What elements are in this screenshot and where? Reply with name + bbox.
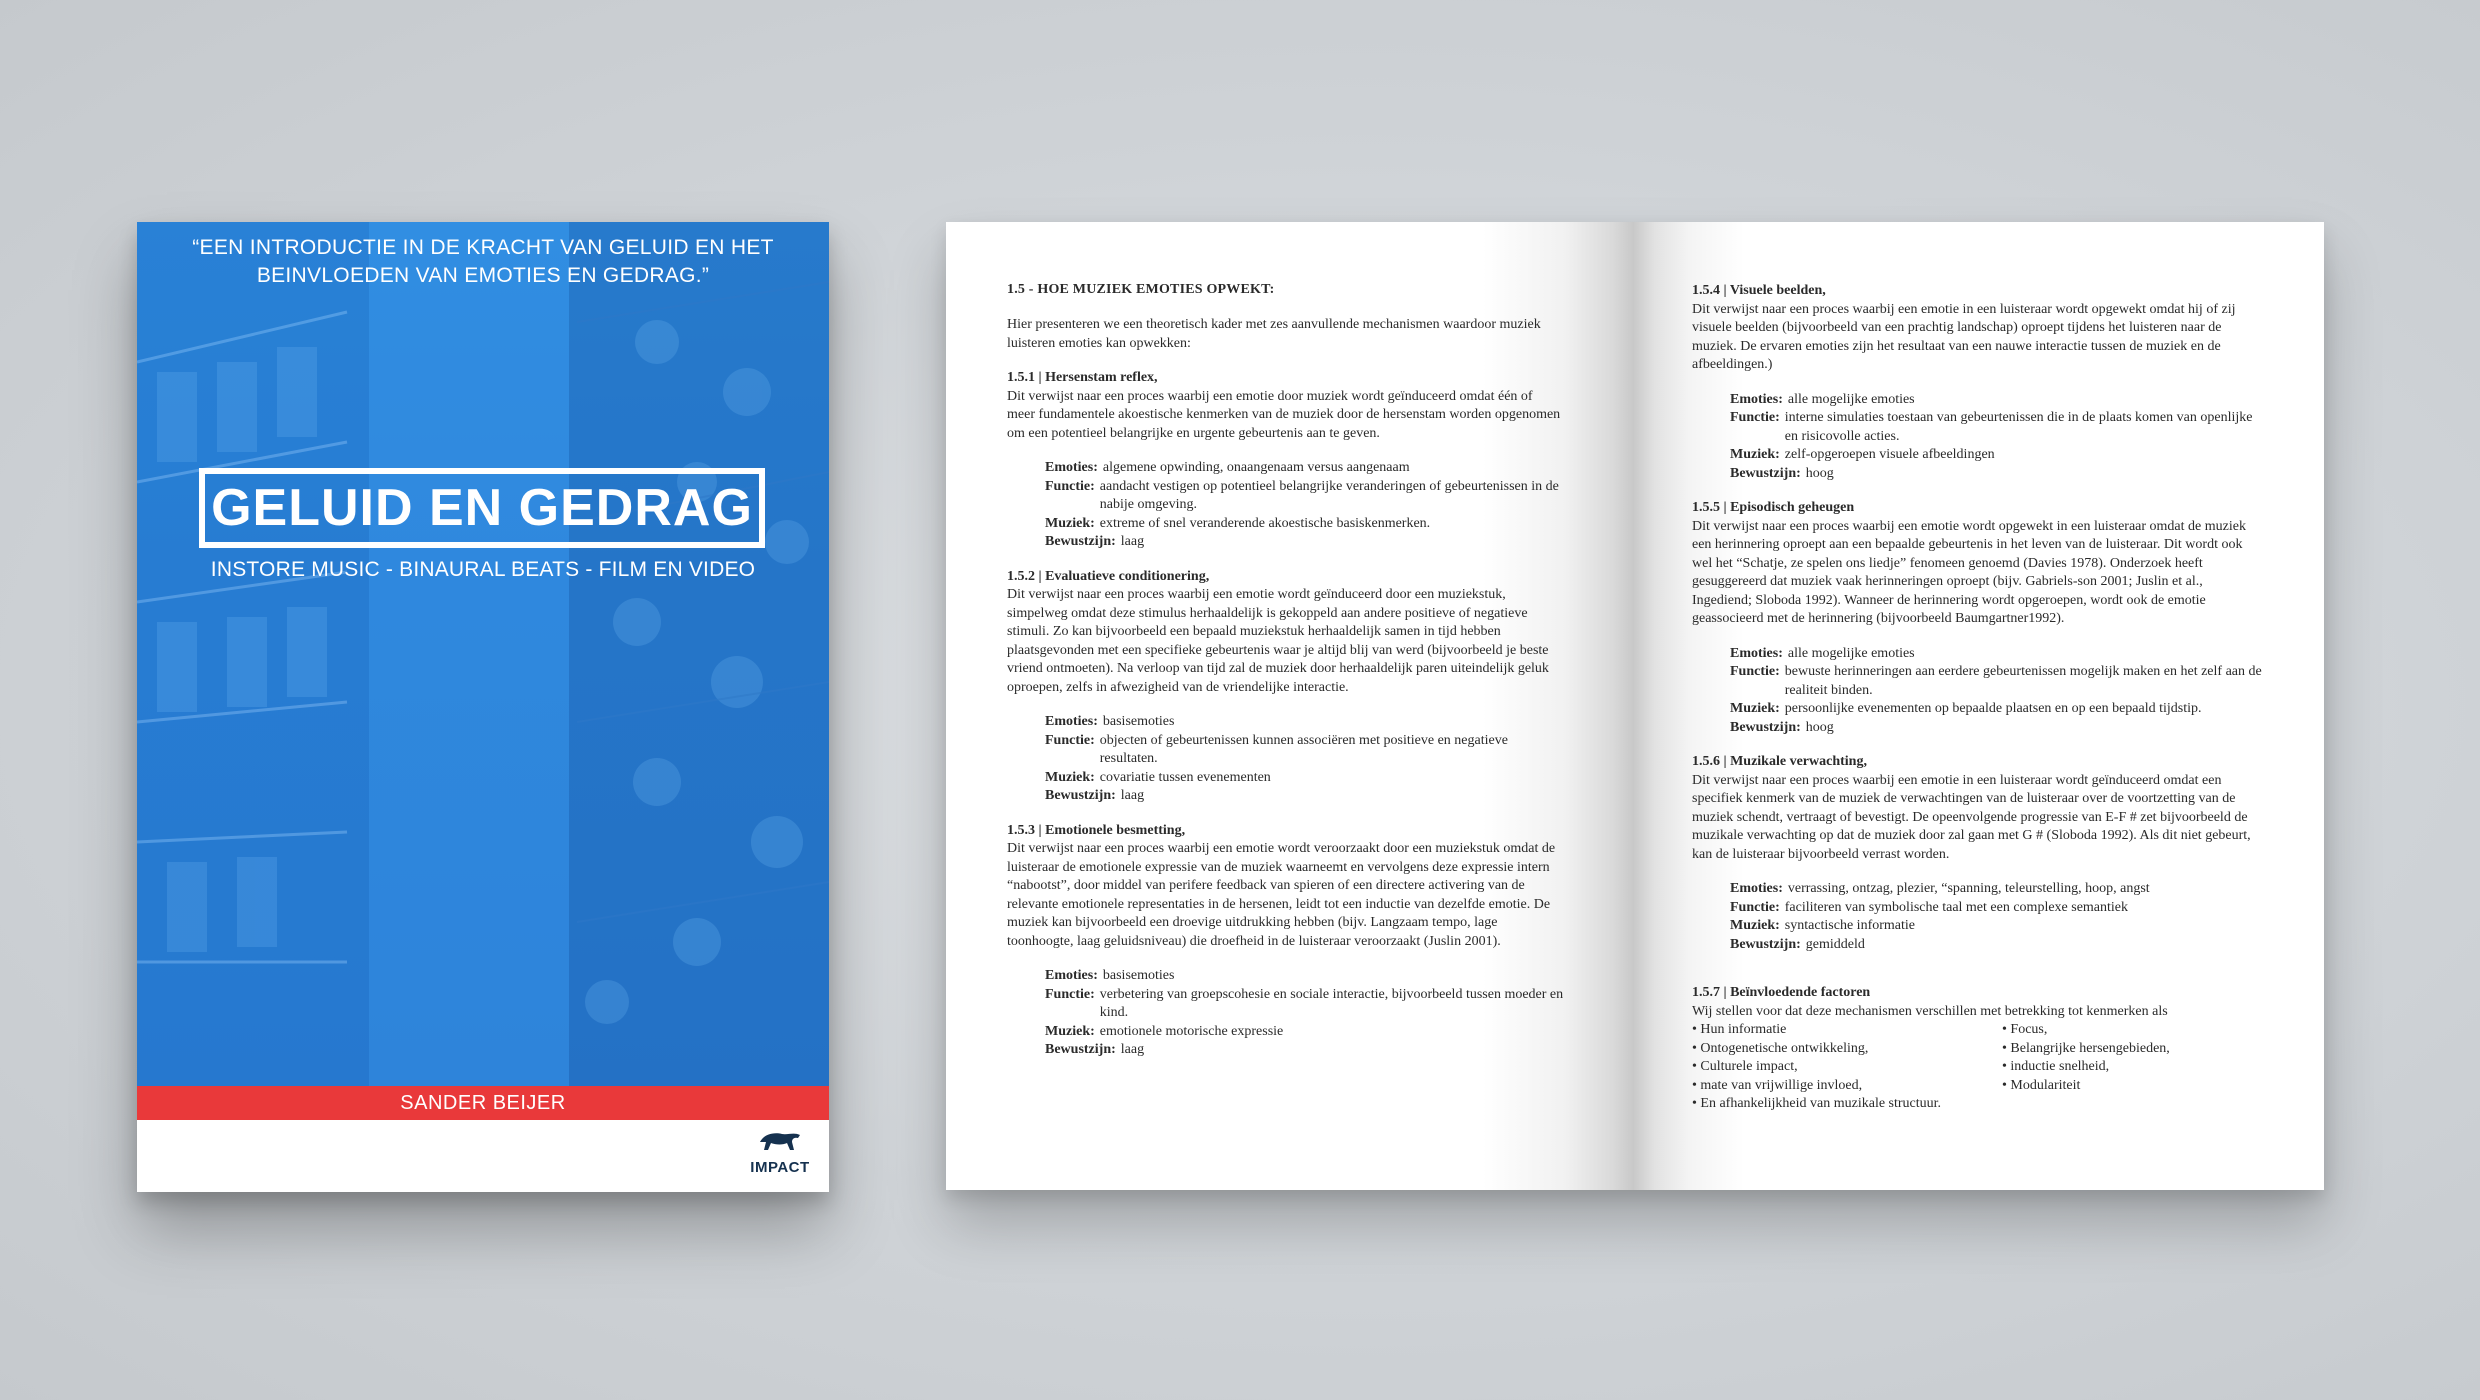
cover-author: SANDER BEIJER bbox=[137, 1086, 829, 1120]
list-item: • mate van vrijwillige invloed, bbox=[1692, 1077, 2002, 1096]
section-attributes bbox=[1730, 391, 2264, 484]
section-text: Dit verwijst naar een proces waarbij een emotie wordt veroorzaakt door een muziekstuk omdat de luisteraar de emotionele expressie van de muziek waarneemt en vervolgens deze expressie intern “nabootst”, door middel van perifere feedback van spieren of een directere activering van de relevante emotionele representaties in de hersenen, leidt tot een inductie van dezelfde emotie. De muziek kan bijvoorbeeld een droevige uitdrukking hebben (bijv. Langzaam tempo, lage toonhoogte, laag geluidsniveau) die droefheid in de luisteraar veroorzaakt (Juslin 2001). bbox=[1007, 841, 1556, 949]
cover-title: GELUID EN GEDRAG bbox=[211, 479, 753, 537]
section-text: Dit verwijst naar een proces waarbij een emotie in een luisteraar wordt geïnduceerd omdat een specifiek kenmerk van de muziek de verwachtingen van de luisteraar over de voortzetting van de muziek schendt, vertraagt of bevestigt. De opeenvolgende progressie van E-F # zet bijvoorbeeld de muzikale verwachting op dat de muziek door zal gaan met G # (Sloboda 1992). Als dit niet gebeurt, kan de luisteraar bijvoorbeeld verrast worden. bbox=[1692, 772, 2251, 862]
value-emoties: algemene opwinding, onaangenaam versus aangenaam bbox=[1102, 460, 1410, 475]
value-emoties: basisemoties bbox=[1102, 714, 1175, 729]
label-functie: Functie: bbox=[1730, 410, 1780, 425]
value-muziek: extreme of snel veranderende akoestische basiskenmerken. bbox=[1099, 515, 1431, 531]
panther-icon bbox=[756, 1126, 804, 1156]
section-muzikale-verwachting bbox=[1692, 753, 2264, 954]
cover-photo-overlay bbox=[137, 222, 829, 1086]
label-muziek: Muziek: bbox=[1045, 769, 1095, 785]
label-muziek: Muziek: bbox=[1045, 515, 1095, 531]
label-emoties: Emoties: bbox=[1730, 881, 1783, 896]
section-title: 1.5.7 | Beïnvloedende factoren bbox=[1692, 985, 1871, 1000]
value-bewustzijn: hoog bbox=[1805, 719, 1834, 735]
list-item: • Ontogenetische ontwikkeling, bbox=[1692, 1040, 2002, 1059]
label-emoties: Emoties: bbox=[1045, 460, 1098, 475]
factor-column-1 bbox=[1692, 1021, 2002, 1114]
value-emoties: alle mogelijke emoties bbox=[1787, 645, 1915, 661]
section-text: Wij stellen voor dat deze mechanismen verschillen met betrekking tot kenmerken als bbox=[1692, 1003, 2168, 1019]
cover-title-frame bbox=[199, 468, 765, 548]
section-visuele-beelden bbox=[1692, 282, 2264, 483]
value-emoties: basisemoties bbox=[1102, 968, 1175, 983]
value-functie: faciliteren van symbolische taal met een complexe semantiek bbox=[1784, 899, 2129, 915]
chapter-heading: 1.5 - HOE MUZIEK EMOTIES OPWEKT: bbox=[1007, 282, 1275, 297]
list-item: • Culturele impact, bbox=[1692, 1058, 2002, 1077]
list-item: • inductie snelheid, bbox=[2002, 1058, 2264, 1077]
section-attributes bbox=[1045, 459, 1564, 552]
section-episodisch-geheugen bbox=[1692, 499, 2264, 737]
section-text: Dit verwijst naar een proces waarbij een emotie door muziek wordt geïnduceerd omdat één of meer fundamentele akoestische kenmerken van de muziek door de hersenstam worden opgenomen om een potentieel belangrijke en urgente gebeurtenis aan te geven. bbox=[1007, 388, 1561, 441]
section-hersenstam bbox=[1007, 369, 1564, 552]
list-item: • Modulariteit bbox=[2002, 1077, 2264, 1096]
value-functie: interne simulaties toestaan van gebeurtenissen die in de plaats komen van openlijke en risicovolle acties. bbox=[1784, 410, 2253, 444]
label-bewustzijn: Bewustzijn: bbox=[1045, 788, 1116, 803]
chapter-intro: Hier presenteren we een theoretisch kader met zes aanvullende mechanismen waardoor muziek luisteren emoties kan opwekken: bbox=[1007, 317, 1541, 351]
section-beinvloedende-factoren bbox=[1692, 984, 2264, 1114]
section-title: 1.5.2 | Evaluatieve conditionering, bbox=[1007, 568, 1210, 584]
list-item: • En afhankelijkheid van muzikale structuur. bbox=[1692, 1095, 2002, 1114]
section-evaluatieve bbox=[1007, 568, 1564, 806]
section-attributes bbox=[1730, 880, 2264, 954]
list-item: • Focus, bbox=[2002, 1021, 2264, 1040]
factor-list bbox=[1692, 1021, 2264, 1114]
value-functie: aandacht vestigen op potentieel belangrijke veranderingen of gebeurtenissen in de nabije omgeving. bbox=[1099, 478, 1559, 512]
value-bewustzijn: laag bbox=[1120, 788, 1145, 803]
section-emotionele-besmetting bbox=[1007, 822, 1564, 1060]
value-muziek: emotionele motorische expressie bbox=[1099, 1023, 1284, 1039]
list-item: • Hun informatie bbox=[1692, 1021, 2002, 1040]
section-attributes bbox=[1045, 713, 1564, 806]
label-emoties: Emoties: bbox=[1730, 645, 1783, 661]
value-functie: verbetering van groepscohesie en sociale interactie, bijvoorbeeld tussen moeder en kind. bbox=[1099, 986, 1564, 1020]
value-emoties: verrassing, ontzag, plezier, “spanning, teleurstelling, hoop, angst bbox=[1787, 881, 2150, 896]
label-bewustzijn: Bewustzijn: bbox=[1730, 719, 1801, 735]
value-bewustzijn: hoog bbox=[1805, 465, 1834, 481]
value-muziek: syntactische informatie bbox=[1784, 918, 1915, 933]
section-title: 1.5.3 | Emotionele besmetting, bbox=[1007, 822, 1186, 838]
book-cover bbox=[137, 222, 829, 1192]
section-text: Dit verwijst naar een proces waarbij een emotie wordt opgewekt in een luisteraar omdat de muziek een herinnering oproept aan een bepaalde gebeurtenis in het leven van de luisteraar. Dit wordt ook wel het “Schatje, ze spelen ons liedje” fenomeen genoemd (Davies 1978). Onderzoek heeft gesuggereerd dat muziek vaak herinneringen oproept (bijv. Gabriels-son 2001; Juslin et al., Ingediend; Sloboda 1992). Wanneer de herinnering wordt opgeroepen, wordt ook de emotie geassocieerd met de herinnering (bijvoorbeeld Baumgartner1992). bbox=[1692, 518, 2246, 626]
value-emoties: alle mogelijke emoties bbox=[1787, 391, 1915, 407]
label-bewustzijn: Bewustzijn: bbox=[1730, 936, 1801, 952]
right-page bbox=[1634, 222, 2324, 1190]
section-text: Dit verwijst naar een proces waarbij een emotie wordt geïnduceerd door een muziekstuk, simpelweg omdat deze stimulus herhaaldelijk is gekoppeld aan andere positieve of negatieve stimuli. Zo kan bijvoorbeeld een bepaald muziekstuk herhaaldelijk samen in tijd hebben plaatsgevonden met een specifieke gebeurtenis waar je altijd blij van werd (bijvoorbeeld je beste vriend ontmoeten). Na verloop van tijd zal de muziek door herhaaldelijk paren uiteindelijk geluk oproepen, zelfs in afwezigheid van de vriendelijke interactie. bbox=[1007, 587, 1549, 695]
label-functie: Functie: bbox=[1045, 732, 1095, 748]
value-muziek: zelf-opgeroepen visuele afbeeldingen bbox=[1784, 447, 1995, 462]
label-emoties: Emoties: bbox=[1730, 391, 1783, 407]
section-title: 1.5.5 | Episodisch geheugen bbox=[1692, 500, 1855, 515]
label-functie: Functie: bbox=[1730, 899, 1780, 915]
label-functie: Functie: bbox=[1730, 664, 1780, 679]
label-emoties: Emoties: bbox=[1045, 968, 1098, 983]
section-title: 1.5.1 | Hersenstam reflex, bbox=[1007, 370, 1158, 385]
section-attributes bbox=[1730, 645, 2264, 738]
left-page bbox=[946, 222, 1634, 1190]
label-bewustzijn: Bewustzijn: bbox=[1045, 534, 1116, 549]
cover-quote: “EEN INTRODUCTIE IN DE KRACHT VAN GELUID EN HET BEINVLOEDEN VAN EMOTIES EN GEDRAG.” bbox=[192, 236, 774, 287]
logo-text: IMPACT bbox=[750, 1159, 810, 1176]
list-item: • Belangrijke hersengebieden, bbox=[2002, 1040, 2264, 1059]
label-emoties: Emoties: bbox=[1045, 714, 1098, 729]
factor-column-2 bbox=[2002, 1021, 2264, 1114]
label-functie: Functie: bbox=[1045, 478, 1095, 494]
label-muziek: Muziek: bbox=[1730, 918, 1780, 933]
label-bewustzijn: Bewustzijn: bbox=[1045, 1042, 1116, 1057]
label-muziek: Muziek: bbox=[1730, 447, 1780, 462]
book-spread bbox=[946, 222, 2324, 1190]
label-muziek: Muziek: bbox=[1730, 701, 1780, 716]
value-functie: bewuste herinneringen aan eerdere gebeurtenissen mogelijk maken en het zelf aan de realiteit binden. bbox=[1784, 664, 2262, 698]
value-bewustzijn: laag bbox=[1120, 534, 1145, 549]
impact-logo bbox=[745, 1126, 815, 1182]
value-muziek: covariatie tussen evenementen bbox=[1099, 769, 1271, 785]
label-muziek: Muziek: bbox=[1045, 1023, 1095, 1039]
cover-background bbox=[137, 222, 829, 1086]
section-title: 1.5.6 | Muzikale verwachting, bbox=[1692, 754, 1867, 769]
section-attributes bbox=[1045, 967, 1564, 1060]
label-bewustzijn: Bewustzijn: bbox=[1730, 465, 1801, 481]
value-muziek: persoonlijke evenementen op bepaalde plaatsen en op een bepaald tijdstip. bbox=[1784, 701, 2202, 716]
section-title: 1.5.4 | Visuele beelden, bbox=[1692, 283, 1826, 298]
label-functie: Functie: bbox=[1045, 986, 1095, 1002]
cover-subtitle: INSTORE MUSIC - BINAURAL BEATS - FILM EN VIDEO bbox=[210, 558, 756, 581]
section-text: Dit verwijst naar een proces waarbij een emotie in een luisteraar wordt opgewekt omdat hij of zij visuele beelden (bijvoorbeeld van een prachtig landschap) oproept tijdens het luisteren naar de muziek. De ervaren emoties zijn het resultaat van een nauwe interactie tussen de muziek en de afbeeldingen.) bbox=[1692, 301, 2236, 372]
value-bewustzijn: laag bbox=[1120, 1042, 1145, 1057]
value-functie: objecten of gebeurtenissen kunnen associëren met positieve en negatieve resultaten. bbox=[1099, 732, 1508, 766]
value-bewustzijn: gemiddeld bbox=[1805, 936, 1865, 952]
